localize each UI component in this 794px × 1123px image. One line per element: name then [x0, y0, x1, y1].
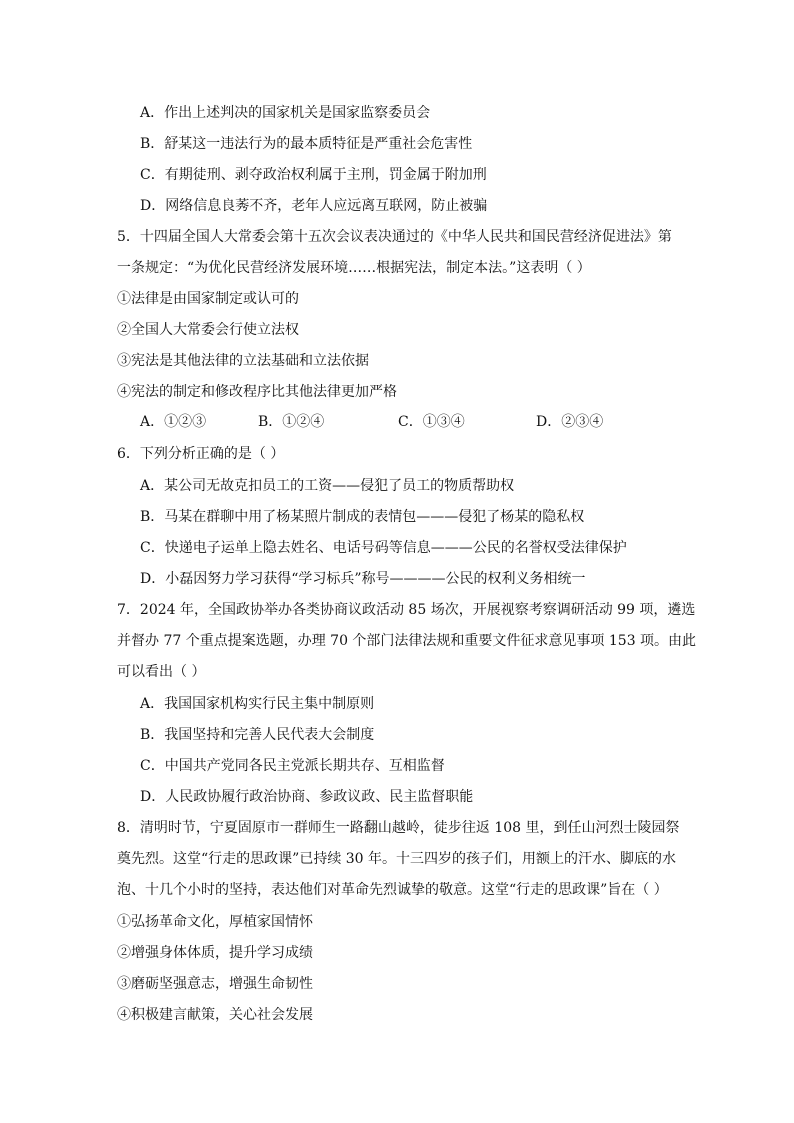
q7-option-c: C．中国共产党同各民主党派长期共存、互相监督: [140, 758, 445, 774]
q5-choice-c: C．①③④: [398, 414, 465, 430]
q6-option-a: A．某公司无故克扣员工的工资——侵犯了员工的物质帮助权: [140, 478, 515, 494]
q5-item-2: ②全国人大常委会行使立法权: [117, 322, 299, 338]
q5-choice-b: B．①②④: [258, 414, 325, 430]
q7-stem-line-1: 7．2024 年，全国政协举办各类协商议政活动 85 场次，开展视察考察调研活动 99 项，遴选: [117, 602, 696, 618]
q5-item-1: ①法律是由国家制定或认可的: [117, 291, 299, 307]
q8-stem-line-3: 泡、十几个小时的坚持，表达他们对革命先烈诚挚的敬意。这堂“行走的思政课”旨在（ ）: [117, 882, 668, 898]
q7-stem-line-3: 可以看出（ ）: [117, 664, 206, 680]
q5-stem-line-1: 5．十四届全国人大常委会第十五次会议表决通过的《中华人民共和国民营经济促进法》第: [117, 229, 672, 245]
q4-option-b: B．舒某这一违法行为的最本质特征是严重社会危害性: [140, 136, 473, 152]
q6-option-c: C．快递电子运单上隐去姓名、电话号码等信息———公民的名誉权受法律保护: [140, 540, 627, 556]
q5-stem-line-2: 一条规定：“为优化民营经济发展环境……根据宪法，制定本法。”这表明（ ）: [117, 260, 591, 276]
q5-choice-d: D．②③④: [536, 414, 604, 430]
q4-option-a: A．作出上述判决的国家机关是国家监察委员会: [140, 105, 431, 121]
q5-choices: [140, 412, 660, 434]
q8-item-3: ③磨砺坚强意志，增强生命韧性: [117, 976, 313, 992]
q8-stem-line-2: 奠先烈。这堂“行走的思政课”已持续 30 年。十三四岁的孩子们，用额上的汗水、脚底的水: [117, 851, 677, 867]
q7-stem-line-2: 并督办 77 个重点提案选题，办理 70 个部门法律法规和重要文件征求意见事项 153 项。由此: [117, 633, 697, 649]
q4-option-c: C．有期徒刑、剥夺政治权利属于主刑，罚金属于附加刑: [140, 167, 487, 183]
q6-stem: 6．下列分析正确的是（ ）: [117, 446, 285, 462]
q8-item-4: ④积极建言献策，关心社会发展: [117, 1007, 313, 1023]
q7-option-a: A．我国国家机构实行民主集中制原则: [140, 696, 375, 712]
q7-option-d: D．人民政协履行政治协商、参政议政、民主监督职能: [140, 789, 474, 805]
q4-option-d: D．网络信息良莠不齐，老年人应远离互联网，防止被骗: [140, 198, 488, 214]
q6-option-d: D．小磊因努力学习获得“学习标兵”称号————公民的权利义务相统一: [140, 571, 586, 587]
q8-item-2: ②增强身体体质，提升学习成绩: [117, 945, 313, 961]
q7-option-b: B．我国坚持和完善人民代表大会制度: [140, 727, 375, 743]
q5-item-4: ④宪法的制定和修改程序比其他法律更加严格: [117, 384, 397, 400]
q5-item-3: ③宪法是其他法律的立法基础和立法依据: [117, 353, 369, 369]
q6-option-b: B．马某在群聊中用了杨某照片制成的表情包———侵犯了杨某的隐私权: [140, 509, 585, 525]
q8-stem-line-1: 8．清明时节，宁夏固原市一群师生一路翻山越岭，徒步往返 108 里，到任山河烈士陵园祭: [117, 820, 680, 836]
q8-item-1: ①弘扬革命文化，厚植家国情怀: [117, 914, 313, 930]
q5-choice-a: A．①②③: [140, 414, 207, 430]
